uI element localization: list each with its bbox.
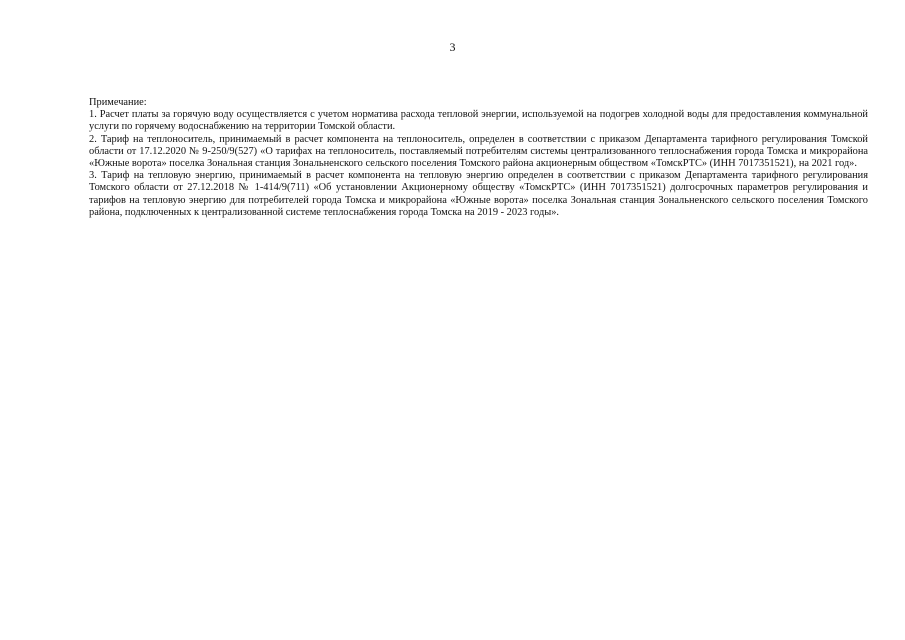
note-item-3: 3. Тариф на тепловую энергию, принимаемый в расчет компонента на тепловую энергию определен в соответствии с приказом Департамента тарифного регулирования Томского области от 27.12.2018 № 1-414/9(711) «Об установлении Акционерному обществу «ТомскРТС» (ИНН 7017351521) долгосрочных параметров регулирования и тарифов на тепловую энергию для потребителей города Томска и микрорайона «Южные ворота» поселка Зональная станция Зональненского сельского поселения Томского района, подключенных к централизованной системе теплоснабжения города Томска на 2019 - 2023 годы». [89,170,868,218]
notes-heading: Примечание: [89,97,147,108]
note-item-1: 1. Расчет платы за горячую воду осуществляется с учетом норматива расхода тепловой энергии, используемой на подогрев холодной воды для предоставления коммунальной услуги по горячему водоснабжению на территории Томской области. [89,109,868,133]
note-item-2: 2. Тариф на теплоноситель, принимаемый в расчет компонента на теплоноситель, определен в соответствии с приказом Департамента тарифного регулирования Томской области от 17.12.2020 № 9-250/9(527) «О тарифах на теплоноситель, поставляемый потребителям системы централизованного теплоснабжения города Томска и микрорайона «Южные ворота» поселка Зональная станция Зональненского сельского поселения Томского района акционерным обществом «ТомскРТС» (ИНН 7017351521), на 2021 год». [89,133,868,170]
notes-section [89,97,868,219]
page-number: 3 [449,40,456,54]
